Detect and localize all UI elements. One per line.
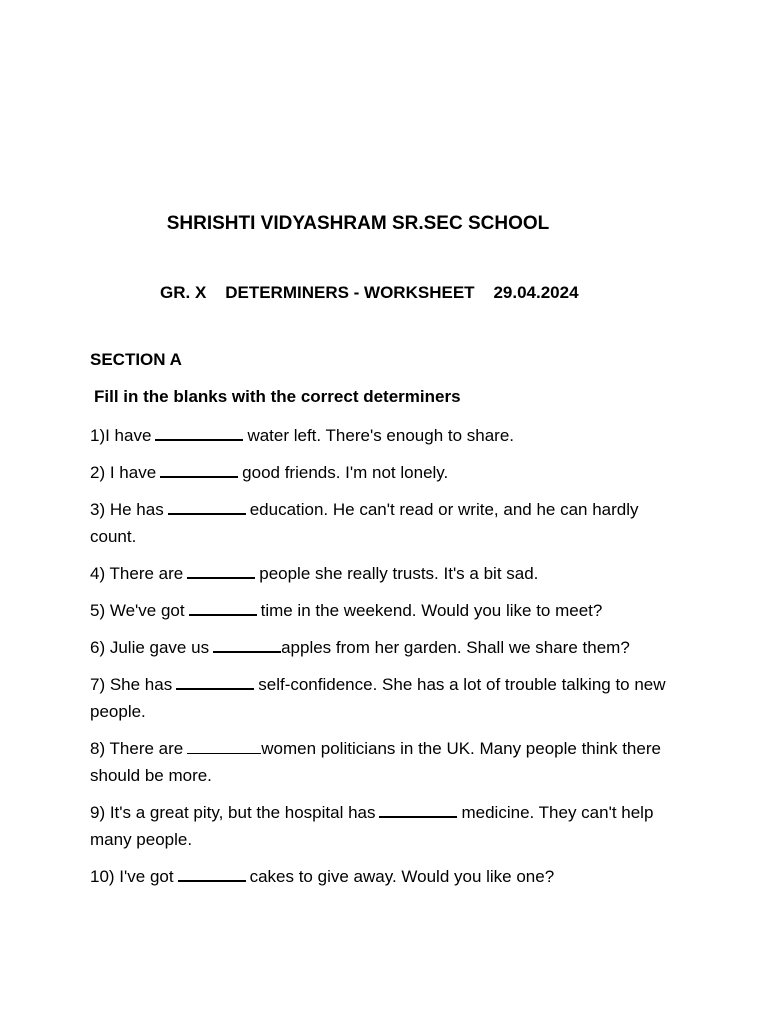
answer-blank[interactable] [176,671,254,690]
question-text-after: time in the weekend. Would you like to meet? [260,601,603,620]
answer-blank[interactable] [160,459,238,478]
question-text-before: 5) We've got [90,601,185,620]
question-text-before: 2) I have [90,463,157,482]
answer-blank[interactable] [178,863,246,882]
question-2 [90,459,680,486]
question-10 [90,863,680,890]
question-text-after: women politicians in the UK. Many people think there should be more. [90,739,661,785]
answer-blank[interactable] [379,799,457,818]
answer-blank[interactable] [187,736,261,754]
section-title: SECTION A [90,350,182,369]
question-text-after: people she really trusts. It's a bit sad. [259,564,539,583]
question-text-before: 6) Julie gave us [90,638,210,657]
worksheet-title: DETERMINERS - WORKSHEET [225,283,475,302]
question-7 [90,671,680,725]
answer-blank[interactable] [168,496,246,515]
worksheet-content [90,348,680,900]
question-text-before: 10) I've got [90,867,174,886]
question-text-before: 4) There are [90,564,184,583]
question-text-before: 1)I have [90,426,152,445]
answer-blank[interactable] [187,560,255,579]
question-text-after: apples from her garden. Shall we share them? [281,638,630,657]
question-4 [90,560,680,587]
question-text-before: 3) He has [90,500,164,519]
question-text-after: good friends. I'm not lonely. [242,463,449,482]
question-text-before: 7) She has [90,675,173,694]
question-text-after: water left. There's enough to share. [247,426,515,445]
question-1 [90,422,680,449]
answer-blank[interactable] [189,597,257,616]
question-text-after: education. He can't read or write, and he can hardly count. [90,500,639,546]
question-text-before: 8) There are [90,739,184,758]
section-instruction: Fill in the blanks with the correct determiners [94,387,461,406]
grade-label: GR. X [160,283,207,302]
school-name: SHRISHTI VIDYASHRAM SR.SEC SCHOOL [166,213,550,234]
question-5 [90,597,680,624]
question-text-after: cakes to give away. Would you like one? [249,867,555,886]
question-3 [90,496,680,550]
answer-blank[interactable] [213,634,281,653]
question-8 [90,735,680,789]
worksheet-date: 29.04.2024 [493,283,579,302]
question-text-after: self-confidence. She has a lot of trouble talking to new people. [90,675,666,721]
worksheet-header [160,283,579,303]
question-9 [90,799,680,853]
question-text-after: medicine. They can't help many people. [90,803,654,849]
question-text-before: 9) It's a great pity, but the hospital has [90,803,376,822]
answer-blank[interactable] [155,422,243,441]
question-6 [90,634,680,661]
